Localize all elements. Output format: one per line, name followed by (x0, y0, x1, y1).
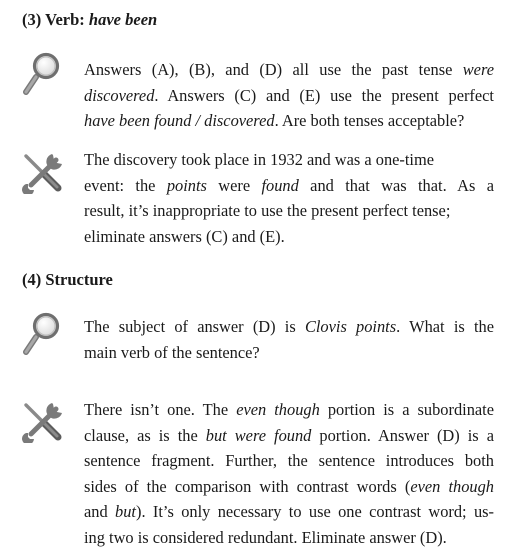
text-line (84, 423, 494, 449)
text-run: sentence fragment. Further, the sentence introduces both (84, 451, 494, 470)
italic-run: Clovis points (305, 317, 396, 336)
text-run: Answers (A), (B), and (D) all use the past tense (84, 60, 463, 79)
text-run: . Are both tenses acceptable? (275, 111, 465, 130)
text-line (84, 314, 494, 340)
text-run: sides of the comparison with contrast words ( (84, 477, 410, 496)
italic-run: points (167, 176, 207, 195)
italic-run: have been found / discovered (84, 111, 275, 130)
text-line (84, 448, 494, 474)
text-run: clause, as is the (84, 426, 206, 445)
italic-run: found (261, 176, 298, 195)
italic-run: even though (410, 477, 494, 496)
text-run: portion is a subordinate (320, 400, 494, 419)
text-run: ing two is considered redundant. Eliminate answer (D). (84, 528, 447, 547)
text-line (84, 474, 494, 500)
section-number-label: (3) Verb: (22, 10, 85, 29)
italic-run: but (115, 502, 136, 521)
text-line (84, 198, 494, 224)
text-line (84, 173, 494, 199)
text-run: and (84, 502, 115, 521)
text-line (84, 397, 494, 423)
paragraph-structure-explanation (84, 397, 494, 550)
text-run: eliminate answers (C) and (E). (84, 227, 285, 246)
text-line (84, 499, 494, 525)
text-run: result, it’s inappropriate to use the present perfect tense; (84, 201, 450, 220)
text-line (84, 108, 494, 134)
italic-run: even though (236, 400, 320, 419)
text-run: and that was that. As a (299, 176, 494, 195)
text-run: ). It’s only necessary to use one contrast word; us- (136, 502, 494, 521)
section-heading-structure (22, 270, 113, 290)
italic-run: but were found (206, 426, 312, 445)
wrench-screwdriver-icon (22, 152, 62, 192)
text-run: The discovery took place in 1932 and was a one-time (84, 150, 434, 169)
section-heading-verb (22, 10, 157, 30)
text-run: There isn’t one. The (84, 400, 236, 419)
text-run: were (207, 176, 262, 195)
paragraph-structure-question (84, 314, 494, 365)
section-title-italic: have been (89, 10, 157, 29)
text-line (84, 147, 494, 173)
italic-run: discovered (84, 86, 154, 105)
text-line (84, 83, 494, 109)
text-run: . Answers (C) and (E) use the present perfect (154, 86, 494, 105)
text-run: main verb of the sentence? (84, 343, 260, 362)
text-run: portion. Answer (D) is a (311, 426, 494, 445)
text-line (84, 224, 494, 250)
magnifying-glass-icon (22, 52, 62, 92)
section-number-label: (4) Structure (22, 270, 113, 289)
paragraph-verb-explanation (84, 147, 494, 249)
text-line (84, 340, 494, 366)
wrench-screwdriver-icon (22, 401, 62, 441)
magnifying-glass-icon (22, 312, 62, 352)
text-run: The subject of answer (D) is (84, 317, 305, 336)
text-run: . What is the (396, 317, 494, 336)
text-run: event: the (84, 176, 167, 195)
text-line (84, 525, 494, 550)
text-line (84, 57, 494, 83)
paragraph-verb-question (84, 57, 494, 134)
italic-run: were (463, 60, 494, 79)
